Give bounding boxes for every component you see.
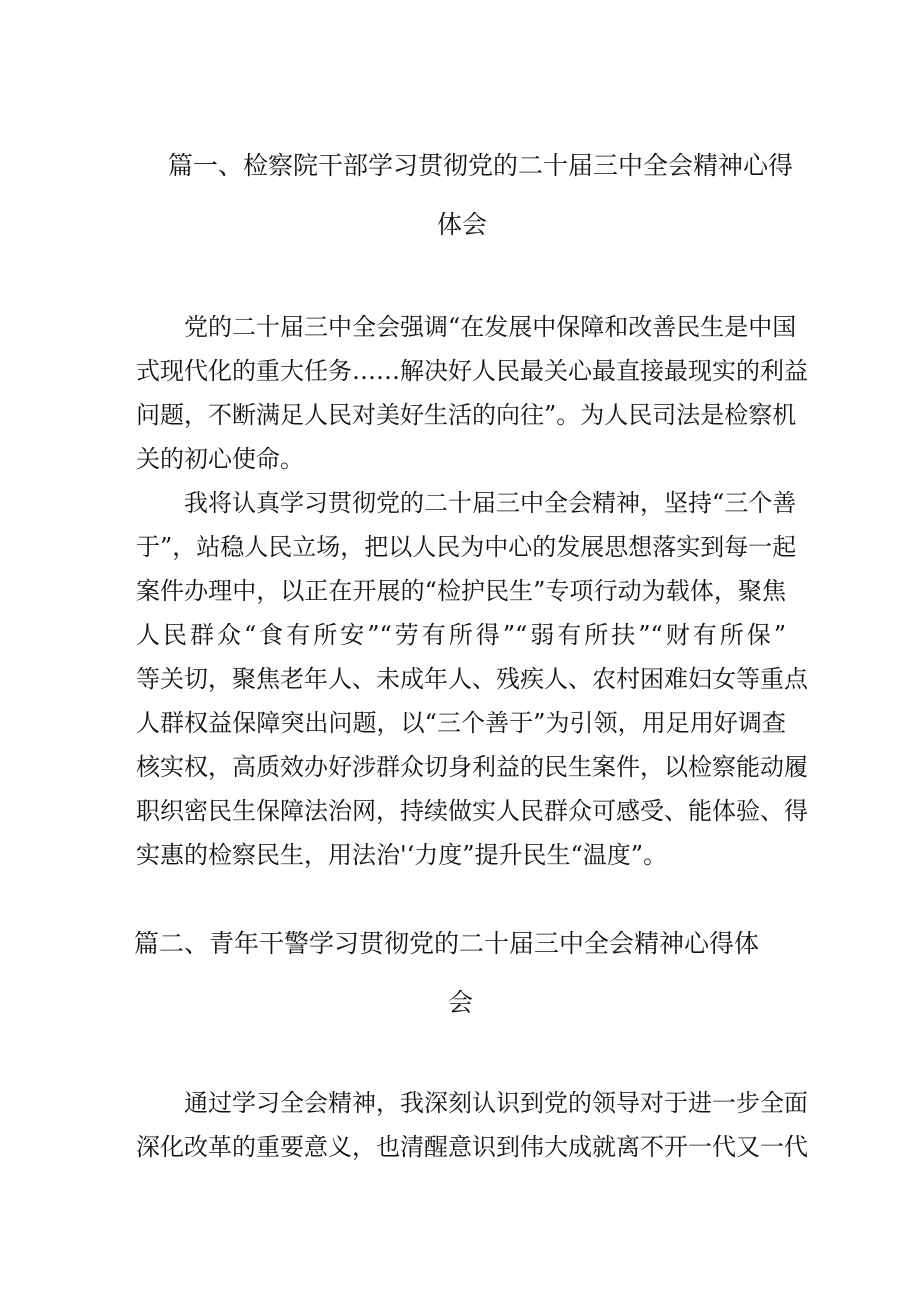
- section-1-paragraph-2-line-8: 职织密民生保障法治网，持续做实人民群众可感受、能体验、得: [136, 797, 808, 825]
- section-2-paragraph-1-line-2: 深化改革的重要意义，也清醒意识到伟大成就离不开一代又一代: [136, 1133, 808, 1161]
- section-1-paragraph-2-line-7: 核实权，高质效办好涉群众切身利益的民生案件，以检察能动履: [136, 753, 808, 781]
- section-1-paragraph-2-line-9: 实惠的检察民生，用法治'‘力度”提升民生“温度”。: [136, 841, 668, 869]
- section-1-paragraph-2-line-6: 人群权益保障突出问题，以“三个善于”为引领，用足用好调查: [136, 709, 786, 737]
- section-1-paragraph-1-line-2: 式现代化的重大任务……解决好人民最关心最直接最现实的利益: [136, 357, 808, 385]
- section-1-paragraph-2-line-1: 我将认真学习贯彻党的二十届三中全会精神，坚持“三个善: [184, 489, 797, 517]
- section-2-paragraph-1-line-1: 通过学习全会精神，我深刻认识到党的领导对于进一步全面: [184, 1089, 808, 1117]
- section-1-paragraph-2-line-3: 案件办理中，以正在开展的“检护民生”专项行动为载体，聚焦: [136, 577, 786, 605]
- section-2-title-line-2: 会: [448, 988, 474, 1017]
- section-1-title-line-1: 篇一、检察院干部学习贯彻党的二十届三中全会精神心得: [168, 151, 794, 180]
- section-1-paragraph-1-line-4: 关的初心使命。: [136, 445, 304, 473]
- section-1-paragraph-2-line-5: 等关切，聚焦老年人、未成年人、残疾人、农村困难妇女等重点: [136, 665, 808, 693]
- section-1-paragraph-1-line-3: 问题，不断满足人民对美好生活的向往”。为人民司法是检察机: [136, 401, 797, 429]
- section-1-paragraph-2-line-4: 人民群众“食有所安”“劳有所得”“弱有所扶”“财有所保”: [136, 621, 786, 649]
- section-1-paragraph-1-line-1: 党的二十届三中全会强调“在发展中保障和改善民生是中国: [184, 313, 797, 341]
- section-1-title-line-2: 体会: [437, 210, 488, 239]
- section-1-paragraph-2-line-2: 于”，站稳人民立场，把以人民为中心的发展思想落实到每一起: [136, 533, 797, 561]
- section-2-title-line-1: 篇二、青年干警学习贯彻党的二十届三中全会精神心得体: [134, 929, 760, 958]
